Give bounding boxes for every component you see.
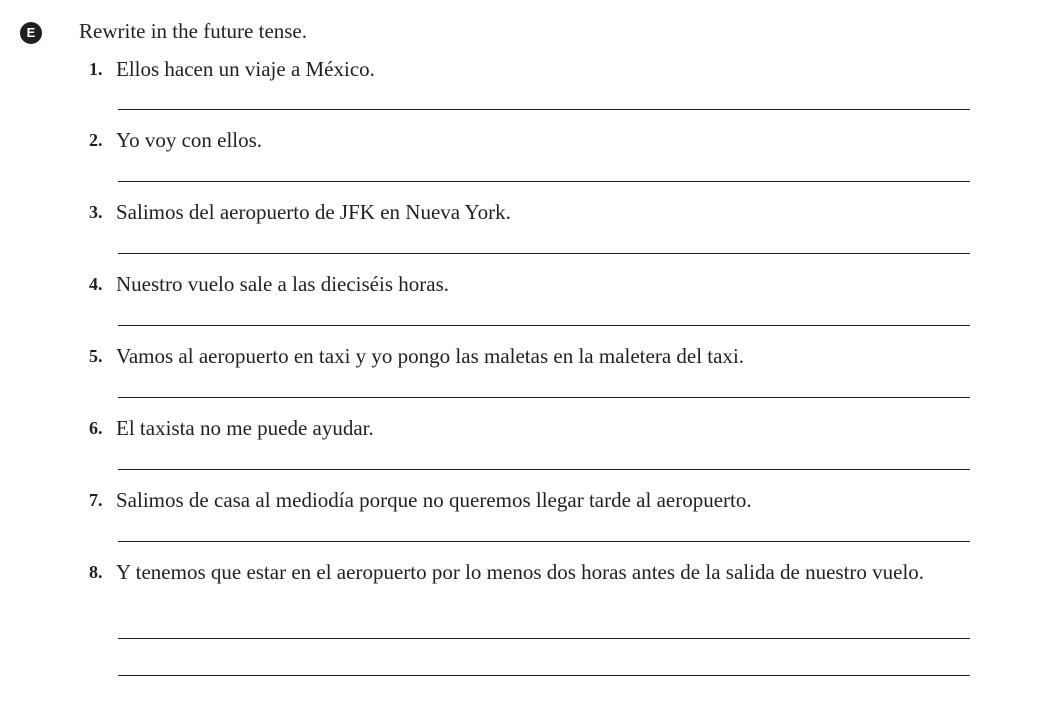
item-number: 5. xyxy=(89,346,103,366)
item-number: 6. xyxy=(89,418,103,438)
answer-line-6[interactable] xyxy=(118,469,970,470)
item-sentence: El taxista no me puede ayudar. xyxy=(116,416,374,440)
item-sentence: Salimos de casa al mediodía porque no queremos llegar tarde al aeropuerto. xyxy=(116,488,752,512)
answer-line-5[interactable] xyxy=(118,397,970,398)
item-sentence: Salimos del aeropuerto de JFK en Nueva York. xyxy=(116,200,511,224)
answer-line-3[interactable] xyxy=(118,253,970,254)
answer-line-7[interactable] xyxy=(118,541,970,542)
item-sentence: Yo voy con ellos. xyxy=(116,128,263,152)
answer-line-8b[interactable] xyxy=(118,675,970,676)
answer-line-2[interactable] xyxy=(118,181,970,182)
answer-line-8a[interactable] xyxy=(118,638,970,639)
item-number: 2. xyxy=(89,130,103,150)
exercise-instruction: Rewrite in the future tense. xyxy=(79,19,308,43)
item-number: 3. xyxy=(89,202,103,222)
item-sentence: Ellos hacen un viaje a México. xyxy=(116,57,375,81)
item-number: 7. xyxy=(89,490,103,510)
item-number: 4. xyxy=(89,274,103,294)
item-number: 8. xyxy=(89,562,103,582)
item-sentence: Y tenemos que estar en el aeropuerto por lo menos dos horas antes de la salida de nuestro vuelo. xyxy=(116,560,925,584)
answer-line-1[interactable] xyxy=(118,109,970,110)
answer-line-4[interactable] xyxy=(118,325,970,326)
item-sentence: Nuestro vuelo sale a las dieciséis horas. xyxy=(116,272,449,296)
exercise-letter-badge: E xyxy=(20,22,42,44)
item-sentence: Vamos al aeropuerto en taxi y yo pongo las maletas en la maletera del taxi. xyxy=(116,344,745,368)
item-number: 1. xyxy=(89,59,103,79)
